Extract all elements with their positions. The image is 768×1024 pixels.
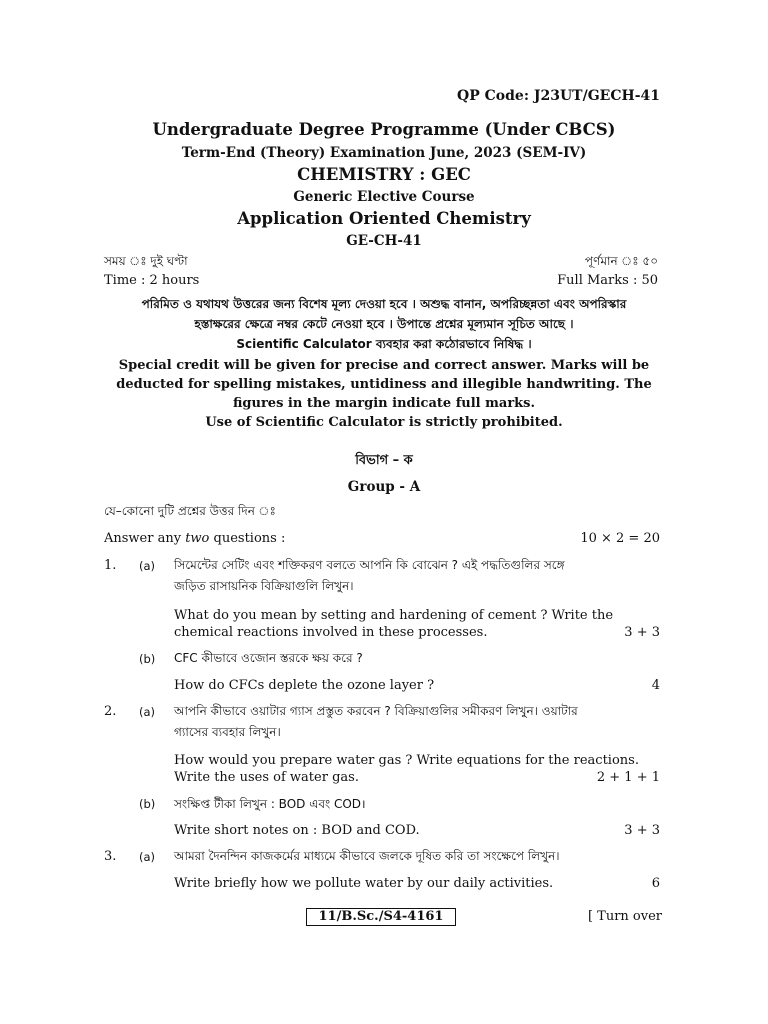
question-text-english: Write briefly how we pollute water by our daily activities. [174,876,554,891]
instruction-english-line-4: Use of Scientific Calculator is strictly prohibited. [205,415,563,430]
course-title: Application Oriented Chemistry [237,209,531,228]
question-part-label: (b) [139,797,156,811]
time-english: Time : 2 hours [104,273,200,288]
question-text-bengali: আপনি কীভাবে ওয়াটার গ্যাস প্রস্তুত করবেন ? বিক্রিয়াগুলির সমীকরণ লিখুন। ওয়াটার [174,704,578,718]
instruction-english-line-2: deducted for spelling mistakes, untidiness and illegible handwriting. The [116,377,652,392]
instruction-bengali-line-1: পরিমিত ও যথাযথ উত্তরের জন্য বিশেষ মূল্য দেওয়া হবে । অশুদ্ধ বানান, অপরিচ্ছন্নতা এবং অপরিস্কার [141,297,627,311]
question-text-english: chemical reactions involved in these processes. [174,625,488,640]
question-marks: 3 + 3 [624,823,660,838]
question-text-english: Write short notes on : BOD and COD. [174,823,420,838]
question-text-english: What do you mean by setting and hardening of cement ? Write the [174,608,614,623]
question-number: 3. [104,849,117,864]
question-marks: 2 + 1 + 1 [596,770,660,785]
group-total-marks: 10 × 2 = 20 [580,531,660,546]
group-title-bengali: বিভাগ – ক [355,453,413,468]
time-bengali: সময় ঃ দুই ঘণ্টা [104,254,188,268]
question-text-bengali: জড়িত রাসায়নিক বিক্রিয়াগুলি লিখুন। [174,579,354,593]
question-number: 1. [104,558,117,573]
group-title-english: Group - A [347,479,421,495]
instruction-english-line-1: Special credit will be given for precise and correct answer. Marks will be [118,358,650,373]
qp-code: QP Code: J23UT/GECH-41 [457,88,660,104]
question-number: 2. [104,704,117,719]
group-instruction-bengali: যে–কোনো দুটি প্রশ্নের উত্তর দিন ঃ [104,504,276,518]
question-text-bengali: আমরা দৈনন্দিন কাজকর্মের মাধ্যমে কীভাবে জলকে দূষিত করি তা সংক্ষেপে লিখুন। [174,849,560,863]
question-text-english: How do CFCs deplete the ozone layer ? [174,678,435,693]
instruction-english-line-3: figures in the margin indicate full marks. [232,396,536,411]
full-marks-english: Full Marks : 50 [557,273,658,288]
instruction-text-pre: Answer any [104,531,186,546]
question-text-bengali: CFC কীভাবে ওজোন স্তরকে ক্ষয় করে ? [174,651,363,665]
instruction-text-post: questions : [209,531,286,546]
subject-title: CHEMISTRY : GEC [297,165,471,184]
instruction-bengali-line-2: হস্তাক্ষরের ক্ষেত্রে নম্বর কেটে নেওয়া হবে । উপান্তে প্রশ্নের মূল্যমান সূচিত আছে । [194,317,574,331]
instruction-bengali-line-3: Scientific Calculator ব্যবহার করা কঠোরভাবে নিষিদ্ধ । [236,337,532,351]
full-marks-bengali: পূর্ণমান ঃ ৫০ [584,254,658,268]
question-text-bengali: সিমেন্টের সেটিং এবং শক্তিকরণ বলতে আপনি কি বোঝেন ? এই পদ্ধতিগুলির সঙ্গে [174,558,565,572]
question-text-bengali: সংক্ষিপ্ত টীকা লিখুন : BOD এবং COD। [174,797,366,811]
question-marks: 6 [651,876,660,891]
question-part-label: (a) [139,559,156,573]
turn-over-label: [ Turn over [587,909,662,924]
question-part-label: (b) [139,652,156,666]
question-part-label: (a) [139,705,156,719]
course-type: Generic Elective Course [293,189,475,205]
instruction-text-emphasis: two [185,531,210,546]
question-text-english: Write the uses of water gas. [174,770,359,785]
question-marks: 4 [651,678,660,693]
programme-title: Undergraduate Degree Programme (Under CBCS) [152,120,616,139]
exam-title: Term-End (Theory) Examination June, 2023 (SEM-IV) [181,145,587,161]
group-instruction-english [104,531,285,546]
question-part-label: (a) [139,850,156,864]
question-text-bengali: গ্যাসের ব্যবহার লিখুন। [174,725,281,739]
question-marks: 3 + 3 [624,625,660,640]
question-text-english: How would you prepare water gas ? Write equations for the reactions. [174,753,639,768]
paper-code-box: 11/B.Sc./S4-4161 [306,908,456,926]
course-code: GE-CH-41 [346,233,422,249]
